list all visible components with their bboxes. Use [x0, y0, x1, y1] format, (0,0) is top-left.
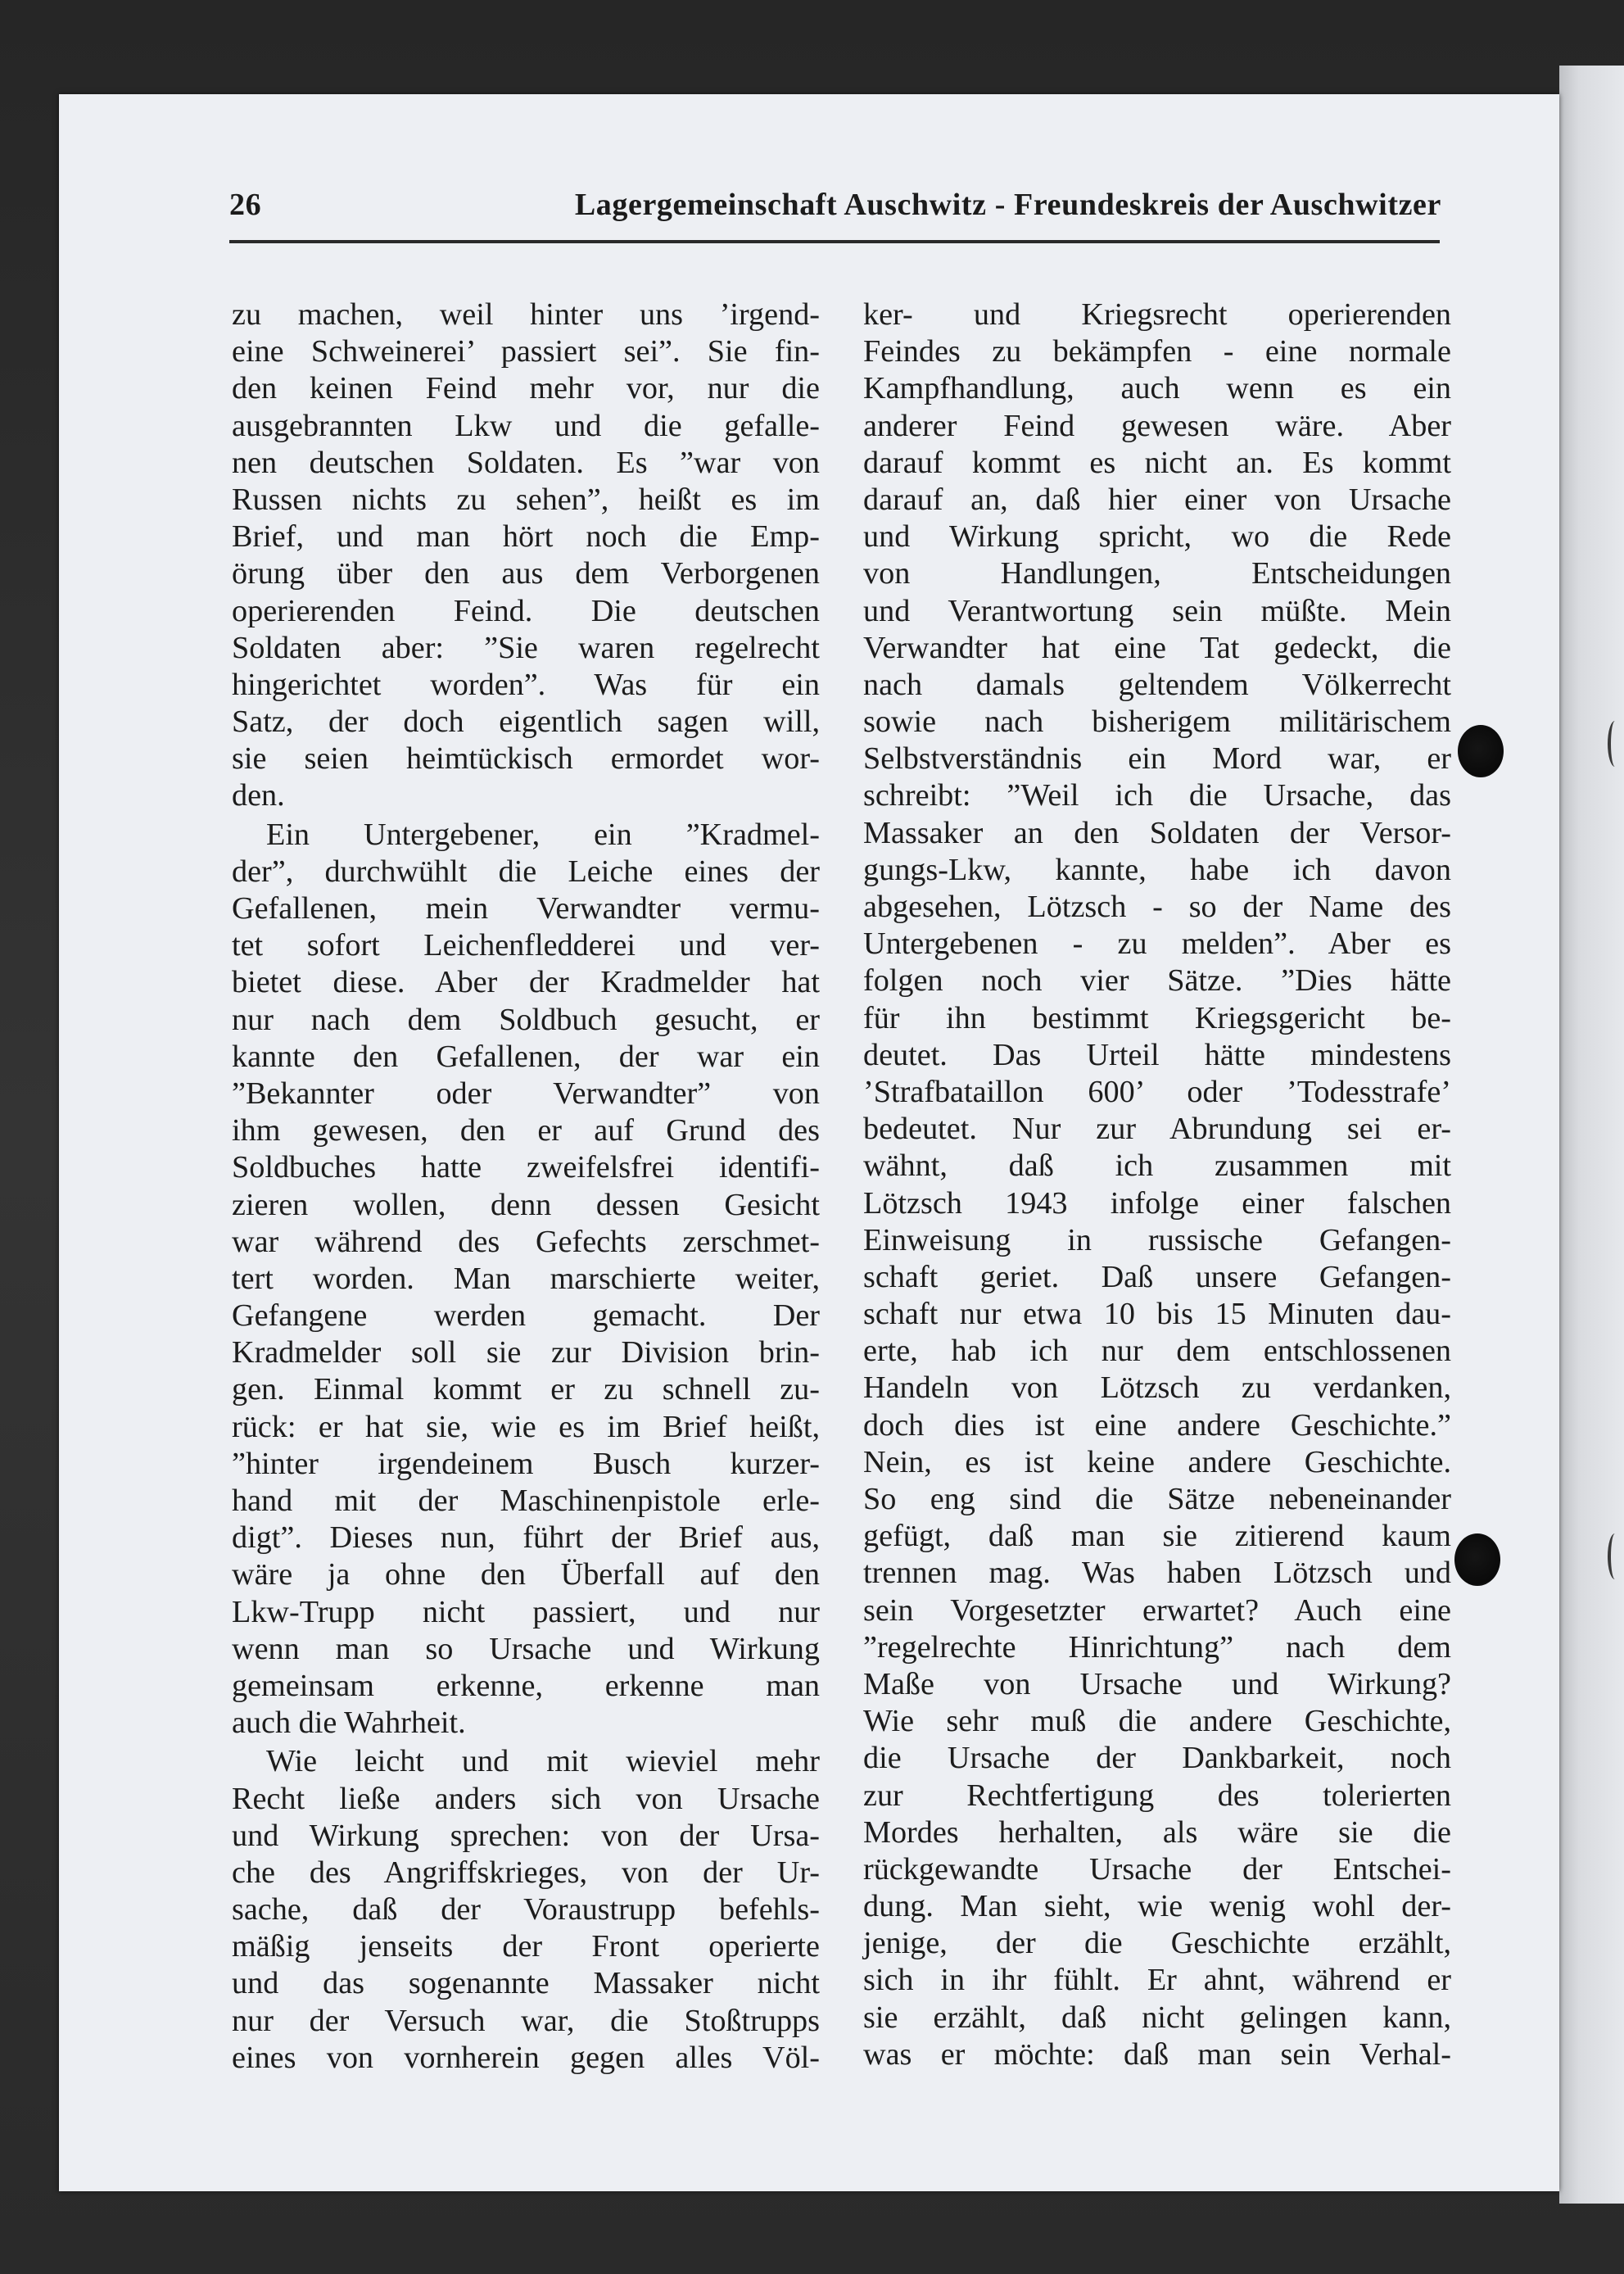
text-line: anderer Feind gewesen wäre. Aber [863, 408, 1451, 443]
text-line: war während des Gefechts zerschmet- [232, 1224, 820, 1259]
text-line: schaft geriet. Daß unsere Gefangen- [863, 1259, 1451, 1294]
text-line: Satz, der doch eigentlich sagen will, [232, 704, 820, 740]
text-line: mäßig jenseits der Front operierte [232, 1929, 820, 1964]
text-line: Mordes herhalten, als wäre sie die [863, 1814, 1451, 1850]
text-line: dung. Man sieht, wie wenig wohl der- [863, 1889, 1451, 1924]
text-line: darauf kommt es nicht an. Es kommt [863, 445, 1451, 480]
next-page-edge [1559, 66, 1624, 2204]
text-line: was er möchte: daß man sein Verhal- [863, 2036, 1451, 2072]
text-line: jenige, der die Geschichte erzählt, [863, 1926, 1451, 1961]
text-line: Selbstverständnis ein Mord war, er [863, 741, 1451, 777]
text-line: ker- und Kriegsrecht operierenden [863, 297, 1451, 332]
text-line: gefügt, daß man sie zitierend kaum [863, 1519, 1451, 1554]
text-line: gemeinsam erkenne, erkenne man [232, 1668, 820, 1703]
text-line: darauf an, daß hier einer von Ursache [863, 482, 1451, 517]
text-line: sie seien heimtückisch ermordet wor- [232, 741, 820, 777]
binder-hole-bottom [1454, 1533, 1500, 1586]
binder-hole-edge-bottom [1608, 1533, 1622, 1579]
text-line: Ein Untergebener, ein ”Kradmel- [266, 817, 820, 852]
text-line: Gefallenen, mein Verwandter vermu- [232, 891, 820, 926]
text-line: und das sogenannte Massaker nicht [232, 1966, 820, 2001]
text-line: Kampfhandlung, auch wenn es ein [863, 371, 1451, 406]
left-text-column [232, 297, 820, 2077]
text-line: Lötzsch 1943 infolge einer falschen [863, 1185, 1451, 1221]
text-line: zieren wollen, denn dessen Gesicht [232, 1187, 820, 1222]
text-line: Soldaten aber: ”Sie waren regelrecht [232, 630, 820, 665]
text-line: sein Vorgesetzter erwartet? Auch eine [863, 1592, 1451, 1628]
text-line: gen. Einmal kommt er zu schnell zu- [232, 1372, 820, 1407]
text-line: zur Rechtfertigung des tolerierten [863, 1778, 1451, 1813]
text-line: zu machen, weil hinter uns ’irgend- [232, 297, 820, 332]
text-line: ”hinter irgendeinem Busch kurzer- [232, 1446, 820, 1481]
text-line: ”Bekannter oder Verwandter” von [232, 1076, 820, 1111]
text-line: Einweisung in russische Gefangen- [863, 1222, 1451, 1257]
text-line: wäre ja ohne den Überfall auf den [232, 1557, 820, 1592]
text-line: So eng sind die Sätze nebeneinander [863, 1482, 1451, 1516]
text-line: sache, daß der Voraustrupp befehls- [232, 1892, 820, 1927]
text-line: ”regelrechte Hinrichtung” nach dem [863, 1629, 1451, 1665]
text-line: abgesehen, Lötzsch - so der Name des [863, 890, 1451, 924]
text-line: Gefangene werden gemacht. Der [232, 1298, 820, 1334]
text-line: auch die Wahrheit. [232, 1706, 466, 1741]
text-line: von Handlungen, Entscheidungen [863, 556, 1451, 591]
text-line: kannte den Gefallenen, der war ein [232, 1039, 820, 1074]
text-line: Massaker an den Soldaten der Versor- [863, 815, 1451, 850]
text-line: Feindes zu bekämpfen - eine normale [863, 334, 1451, 369]
text-line: erte, hab ich nur dem entschlossenen [863, 1334, 1451, 1369]
text-line: den. [232, 778, 285, 813]
page-header [170, 187, 1441, 236]
text-line: wenn man so Ursache und Wirkung [232, 1631, 820, 1666]
text-line: und Wirkung sprechen: von der Ursa- [232, 1818, 820, 1853]
text-line: Nein, es ist keine andere Geschichte. [863, 1444, 1451, 1479]
text-line: hand mit der Maschinenpistole erle- [232, 1484, 820, 1518]
text-line: operierenden Feind. Die deutschen [232, 593, 820, 628]
text-line: nur der Versuch war, die Stoßtrupps [232, 2003, 820, 2038]
text-line: sie erzählt, daß nicht gelingen kann, [863, 2000, 1451, 2035]
text-line: sich in ihr fühlt. Er ahnt, während er [863, 1963, 1451, 1998]
text-line: wähnt, daß ich zusammen mit [863, 1148, 1451, 1184]
text-line: folgen noch vier Sätze. ”Dies hätte [863, 963, 1451, 999]
running-title: Lagergemeinschaft Auschwitz - Freundeskreis der Auschwitzer [574, 188, 1441, 222]
text-line: bedeutet. Nur zur Abrundung sei er- [863, 1112, 1451, 1147]
text-line: doch dies ist eine andere Geschichte.” [863, 1407, 1451, 1443]
text-line: Brief, und man hört noch die Emp- [232, 519, 820, 555]
binder-hole-edge-top [1608, 721, 1622, 767]
text-line: rückgewandte Ursache der Entschei- [863, 1851, 1451, 1887]
text-line: Maße von Ursache und Wirkung? [863, 1666, 1451, 1701]
text-line: sowie nach bisherigem militärischem [863, 704, 1451, 740]
text-line: nach damals geltendem Völkerrecht [863, 667, 1451, 702]
text-line: rück: er hat sie, wie es im Brief heißt, [232, 1409, 820, 1444]
text-line: Lkw-Trupp nicht passiert, und nur [232, 1594, 820, 1629]
text-line: Wie leicht und mit wieviel mehr [266, 1744, 820, 1779]
text-line: für ihn bestimmt Kriegsgericht be- [863, 1000, 1451, 1035]
text-line: den keinen Feind mehr vor, nur die [232, 371, 820, 406]
text-line: ’Strafbataillon 600’ oder ’Todesstrafe’ [863, 1074, 1451, 1109]
right-text-column [863, 297, 1451, 2073]
text-line: bietet diese. Aber der Kradmelder hat [232, 965, 820, 1000]
header-rule [229, 240, 1440, 243]
text-line: und Wirkung spricht, wo die Rede [863, 519, 1451, 555]
text-line: schreibt: ”Weil ich die Ursache, das [863, 778, 1451, 813]
binder-hole-top [1458, 725, 1504, 777]
text-line: nur nach dem Soldbuch gesucht, er [232, 1002, 820, 1037]
text-line: deutet. Das Urteil hätte mindestens [863, 1037, 1451, 1072]
text-line: che des Angriffskrieges, von der Ur- [232, 1855, 820, 1890]
text-line: ihm gewesen, den er auf Grund des [232, 1113, 820, 1148]
text-line: Russen nichts zu sehen”, heißt es im [232, 482, 820, 517]
text-line: digt”. Dieses nun, führt der Brief aus, [232, 1520, 820, 1556]
text-line: trennen mag. Was haben Lötzsch und [863, 1556, 1451, 1591]
text-line: die Ursache der Dankbarkeit, noch [863, 1741, 1451, 1776]
text-line: schaft nur etwa 10 bis 15 Minuten dau- [863, 1297, 1451, 1332]
text-line: tert worden. Man marschierte weiter, [232, 1261, 820, 1296]
text-line: tet sofort Leichenfledderei und ver- [232, 928, 820, 963]
text-line: Recht ließe anders sich von Ursache [232, 1781, 820, 1816]
text-line: eines von vornherein gegen alles Völ- [232, 2040, 820, 2075]
text-line: und Verantwortung sein müßte. Mein [863, 593, 1451, 628]
text-line: Kradmelder soll sie zur Division brin- [232, 1335, 820, 1370]
text-line: gungs-Lkw, kannte, habe ich davon [863, 852, 1451, 887]
text-line: eine Schweinerei’ passiert sei”. Sie fin- [232, 334, 820, 369]
page-number: 26 [229, 188, 262, 222]
text-line: Handeln von Lötzsch zu verdanken, [863, 1370, 1451, 1406]
text-line: hingerichtet worden”. Was für ein [232, 667, 820, 702]
text-line: Wie sehr muß die andere Geschichte, [863, 1704, 1451, 1739]
text-line: der”, durchwühlt die Leiche eines der [232, 854, 820, 889]
text-line: Verwandter hat eine Tat gedeckt, die [863, 630, 1451, 665]
text-line: Untergebenen - zu melden”. Aber es [863, 926, 1451, 962]
text-line: nen deutschen Soldaten. Es ”war von [232, 445, 820, 480]
text-line: örung über den aus dem Verborgenen [232, 556, 820, 591]
text-line: ausgebrannten Lkw und die gefalle- [232, 408, 820, 443]
text-line: Soldbuches hatte zweifelsfrei identifi- [232, 1150, 820, 1185]
